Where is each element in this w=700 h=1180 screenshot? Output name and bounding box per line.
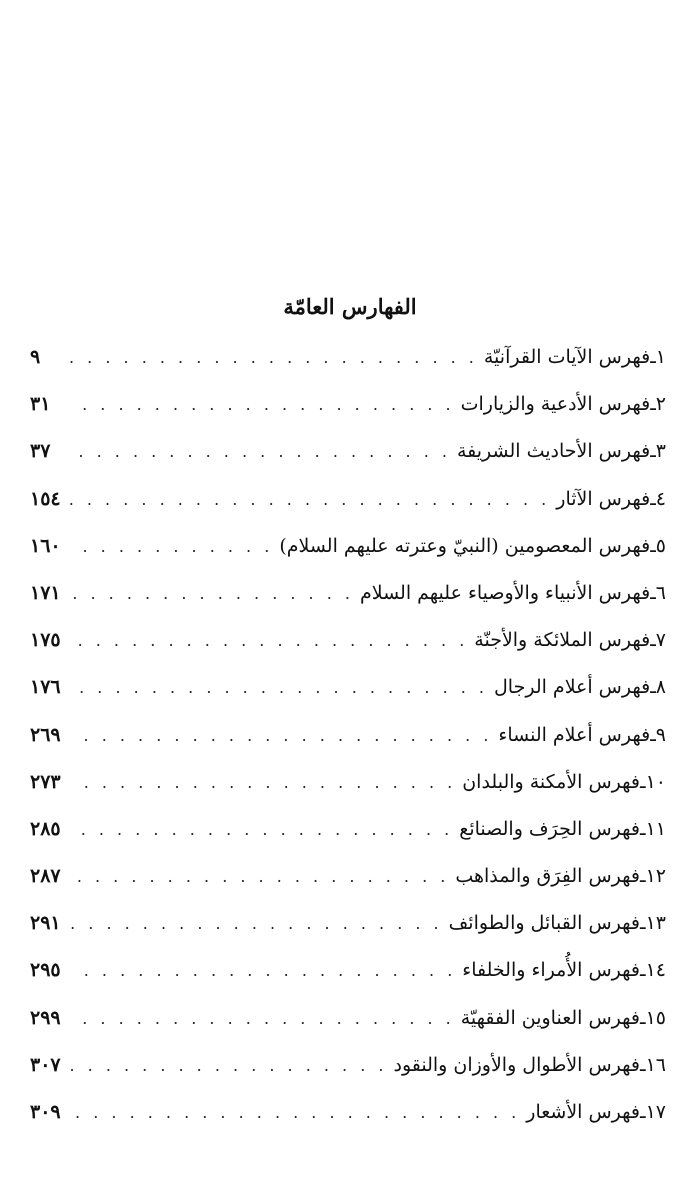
entry-number: ١٠ — [645, 770, 666, 793]
entry-title: فهرس الأمكنة والبلدان — [462, 770, 640, 793]
dot-leader — [70, 1051, 387, 1081]
entry-separator: ـ — [640, 959, 646, 982]
dot-leader — [70, 390, 455, 420]
entry-title: فهرس الأنبياء والأوصياء عليهم السلام — [359, 581, 651, 604]
toc-entry — [30, 436, 666, 483]
entry-number: ١٧ — [645, 1101, 666, 1123]
entry-page-number: ٣١ — [30, 393, 51, 416]
toc-entry — [30, 908, 666, 955]
entry-title: فهرس الأدعية والزيارات — [460, 393, 651, 416]
entry-separator: ـ — [650, 393, 656, 416]
toc-entry — [30, 484, 666, 531]
entry-page-number: ٢٩١ — [30, 912, 61, 935]
toc-entry — [30, 578, 666, 625]
entry-number: ١٦ — [645, 1053, 666, 1076]
entry-number: ٤ — [655, 487, 666, 510]
entry-number: ١٢ — [645, 865, 666, 888]
entry-page-number: ١٥٤ — [30, 487, 61, 510]
entry-separator: ـ — [650, 346, 656, 368]
toc-entry — [30, 814, 666, 861]
entry-number: ٢ — [655, 393, 666, 416]
entry-separator: ـ — [640, 770, 646, 793]
toc-entry — [30, 1003, 666, 1050]
entry-number: ٧ — [655, 629, 666, 652]
entry-title: فهرس الأطوال والأوزان والنقود — [393, 1053, 640, 1076]
entry-title: فهرس الآثار — [556, 487, 651, 510]
entry-number: ٨ — [655, 676, 666, 699]
toc-entry — [30, 389, 666, 436]
entry-page-number: ١٦٠ — [30, 534, 61, 557]
dot-leader — [70, 626, 468, 656]
dot-leader — [70, 909, 443, 939]
toc-entry — [30, 767, 666, 814]
entry-number: ١٣ — [645, 912, 666, 935]
entry-title: فهرس الحِرَف والصنائع — [459, 817, 640, 840]
toc-entry — [30, 625, 666, 672]
entry-page-number: ٢٨٧ — [30, 865, 61, 888]
entry-title: فهرس الفِرَق والمذاهب — [455, 865, 640, 888]
entry-separator: ـ — [640, 1101, 646, 1123]
entry-title: فهرس الأُمراء والخلفاء — [462, 959, 640, 982]
entry-number: ٣ — [655, 440, 666, 463]
dot-leader — [70, 862, 449, 892]
entry-separator: ـ — [650, 629, 656, 652]
entry-title: فهرس الأحاديث الشريفة — [456, 440, 651, 463]
dot-leader — [70, 673, 488, 703]
entry-title: فهرس أعلام النساء — [498, 723, 651, 746]
entry-separator: ـ — [650, 440, 656, 463]
entry-page-number: ١٧٦ — [30, 676, 61, 699]
dot-leader — [70, 956, 456, 986]
dot-leader — [70, 437, 451, 467]
entry-separator: ـ — [640, 865, 646, 888]
entry-title: فهرس المعصومين (النبيّ وعترته عليهم السلام) — [279, 534, 651, 557]
entry-number: ١٤ — [645, 959, 666, 982]
entry-separator: ـ — [640, 1053, 646, 1076]
dot-leader — [70, 343, 478, 373]
page-title: الفهارس العامّة — [283, 294, 417, 319]
dot-leader — [70, 532, 273, 562]
entry-number: ١١ — [645, 817, 666, 840]
entry-separator: ـ — [650, 581, 656, 604]
dot-leader — [70, 1004, 455, 1034]
entry-number: ١٥ — [645, 1006, 666, 1029]
dot-leader — [70, 579, 354, 609]
entry-page-number: ٣٠٧ — [30, 1053, 61, 1076]
entry-title: فهرس الأشعار — [526, 1101, 640, 1123]
dot-leader — [70, 721, 492, 751]
toc-entry — [30, 1050, 666, 1097]
entry-number: ١ — [655, 346, 666, 368]
dot-leader — [70, 1098, 520, 1128]
entry-page-number: ٣٠٩ — [30, 1101, 61, 1123]
entry-title: فهرس القبائل والطوائف — [448, 912, 640, 935]
toc-entry — [30, 342, 666, 389]
dot-leader — [70, 485, 550, 515]
entry-separator: ـ — [650, 487, 656, 510]
entry-title: فهرس العناوين الفقهيّة — [460, 1006, 640, 1029]
dot-leader — [70, 768, 456, 798]
toc-entry — [30, 861, 666, 908]
toc-entry — [30, 955, 666, 1002]
toc-entry — [30, 672, 666, 719]
entry-title: فهرس الآيات القرآنيّة — [483, 346, 651, 368]
entry-separator: ـ — [640, 1006, 646, 1029]
entry-separator: ـ — [650, 723, 656, 746]
entry-separator: ـ — [640, 912, 646, 935]
entry-number: ٦ — [655, 581, 666, 604]
entry-number: ٩ — [655, 723, 666, 746]
entry-page-number: ٢٨٥ — [30, 817, 61, 840]
table-of-contents — [30, 342, 666, 1144]
entry-page-number: ٣٧ — [30, 440, 51, 463]
entry-page-number: ٢٧٣ — [30, 770, 61, 793]
entry-title: فهرس أعلام الرجال — [494, 676, 651, 699]
dot-leader — [70, 815, 453, 845]
entry-page-number: ٢٩٥ — [30, 959, 61, 982]
entry-page-number: ٢٩٩ — [30, 1006, 61, 1029]
entry-page-number: ١٧٥ — [30, 629, 61, 652]
entry-separator: ـ — [650, 534, 656, 557]
toc-entry — [30, 720, 666, 767]
entry-page-number: ٢٦٩ — [30, 723, 61, 746]
entry-title: فهرس الملائكة والأجنّة — [474, 629, 651, 652]
toc-entry — [30, 531, 666, 578]
entry-number: ٥ — [655, 534, 666, 557]
toc-entry — [30, 1097, 666, 1144]
entry-page-number: ٩ — [30, 346, 41, 368]
entry-page-number: ١٧١ — [30, 581, 61, 604]
entry-separator: ـ — [640, 817, 646, 840]
entry-separator: ـ — [650, 676, 656, 699]
